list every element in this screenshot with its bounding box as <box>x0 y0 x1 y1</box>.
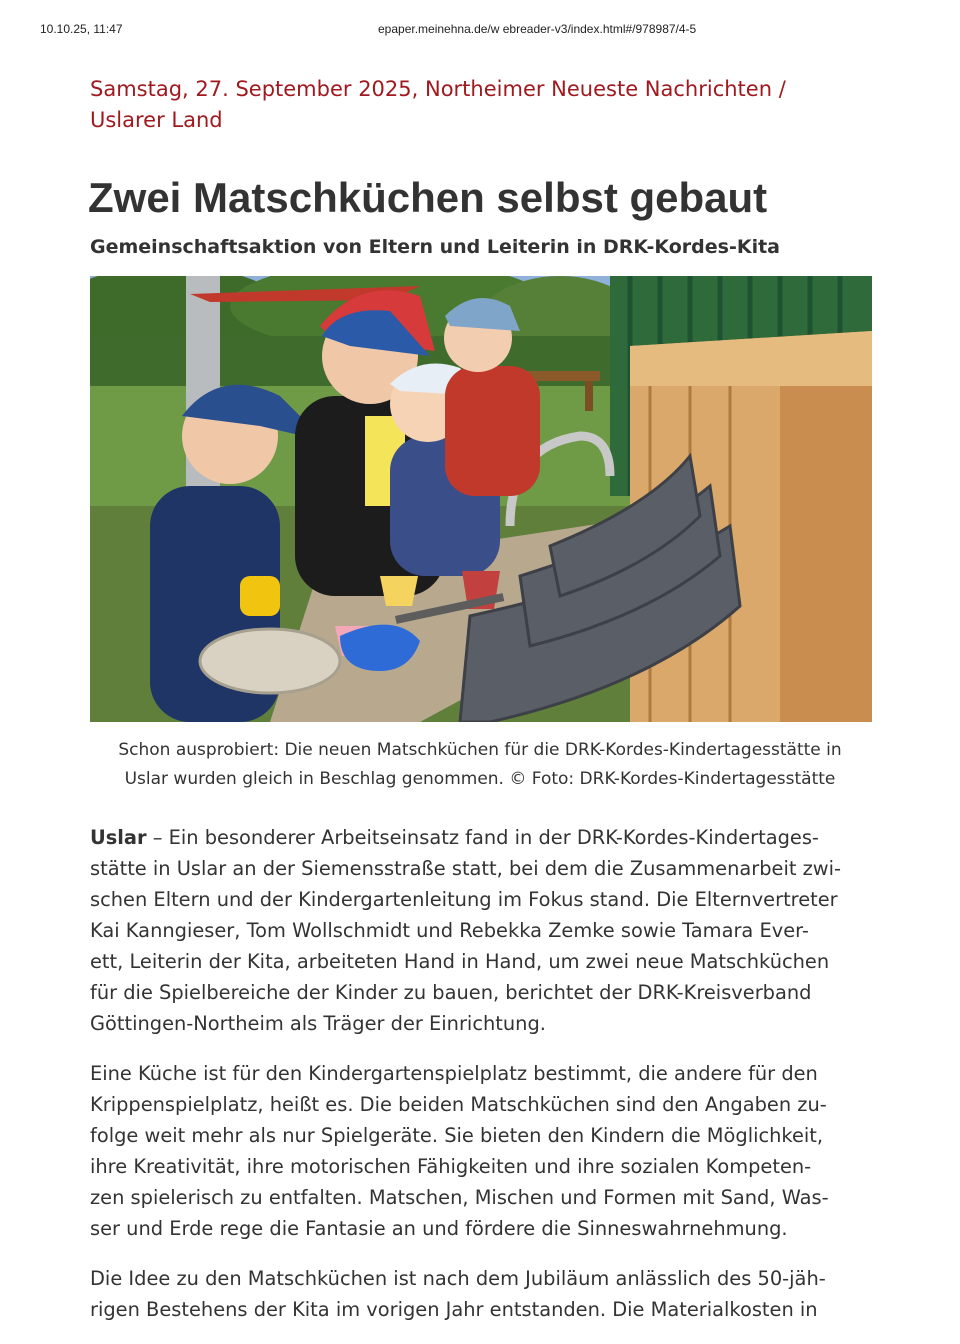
print-header <box>40 22 920 38</box>
paragraph-line: Die Idee zu den Matschküchen ist nach dem Jubiläum anlässlich des 50-jäh- <box>90 1267 826 1290</box>
paragraph-line: Göttingen-Northeim als Träger der Einrichtung. <box>90 1012 546 1035</box>
paragraph-2 <box>90 1058 880 1244</box>
paragraph-3 <box>90 1263 880 1325</box>
photo-caption <box>80 736 880 794</box>
paragraph-line: ett, Leiterin der Kita, arbeiteten Hand in Hand, um zwei neue Matschküchen <box>90 950 830 973</box>
paragraph-line: – Ein besonderer Arbeitseinsatz fand in der DRK-Kordes-Kindertages- <box>146 826 819 849</box>
paragraph-line: ihre Kreativität, ihre motorischen Fähigkeiten und ihre sozialen Kompeten- <box>90 1155 812 1178</box>
paragraph-line: folge weit mehr als nur Spielgeräte. Sie bieten den Kindern die Möglichkeit, <box>90 1124 824 1147</box>
paragraph-line: Eine Küche ist für den Kindergartenspielplatz bestimmt, die andere für den <box>90 1062 818 1085</box>
caption-line: Uslar wurden gleich in Beschlag genommen. © Foto: DRK-Kordes-Kindertagesstätte <box>124 769 836 789</box>
paragraph-line: stätte in Uslar an der Siemensstraße statt, bei dem die Zusammenarbeit zwi- <box>90 857 842 880</box>
paragraph-line: zen spielerisch zu entfalten. Matschen, Mischen und Formen mit Sand, Was- <box>90 1186 829 1209</box>
paragraph-line: schen Eltern und der Kindergartenleitung im Fokus stand. Die Elternvertreter <box>90 888 838 911</box>
paragraph-line: rigen Bestehens der Kita im vorigen Jahr entstanden. Die Materialkosten in <box>90 1298 818 1321</box>
print-timestamp: 10.10.25, 11:47 <box>40 22 123 36</box>
paragraph-line: Krippenspielplatz, heißt es. Die beiden Matschküchen sind den Angaben zu- <box>90 1093 827 1116</box>
caption-line: Schon ausprobiert: Die neuen Matschküchen für die DRK-Kordes-Kindertagesstätte in <box>118 740 842 760</box>
paragraph-line: Kai Kanngieser, Tom Wollschmidt und Rebekka Zemke sowie Tamara Ever- <box>90 919 809 942</box>
article-headline: Zwei Matschküchen selbst gebaut <box>88 174 768 221</box>
article-dateline: Samstag, 27. September 2025, Northeimer Neueste Nachrichten / Uslarer Land <box>90 77 786 132</box>
article-body <box>90 822 880 1344</box>
article-place: Uslar <box>90 826 147 849</box>
print-url: epaper.meinehna.de/w ebreader-v3/index.html#/978987/4-5 <box>378 22 697 36</box>
article-photo <box>90 276 872 722</box>
paragraph-line: ser und Erde rege die Fantasie an und fördere die Sinneswahrnehmung. <box>90 1217 788 1240</box>
paragraph-1 <box>90 822 880 1039</box>
article-subheadline: Gemeinschaftsaktion von Eltern und Leiterin in DRK-Kordes-Kita <box>90 236 780 258</box>
paragraph-line: für die Spielbereiche der Kinder zu bauen, berichtet der DRK-Kreisverband <box>90 981 812 1004</box>
